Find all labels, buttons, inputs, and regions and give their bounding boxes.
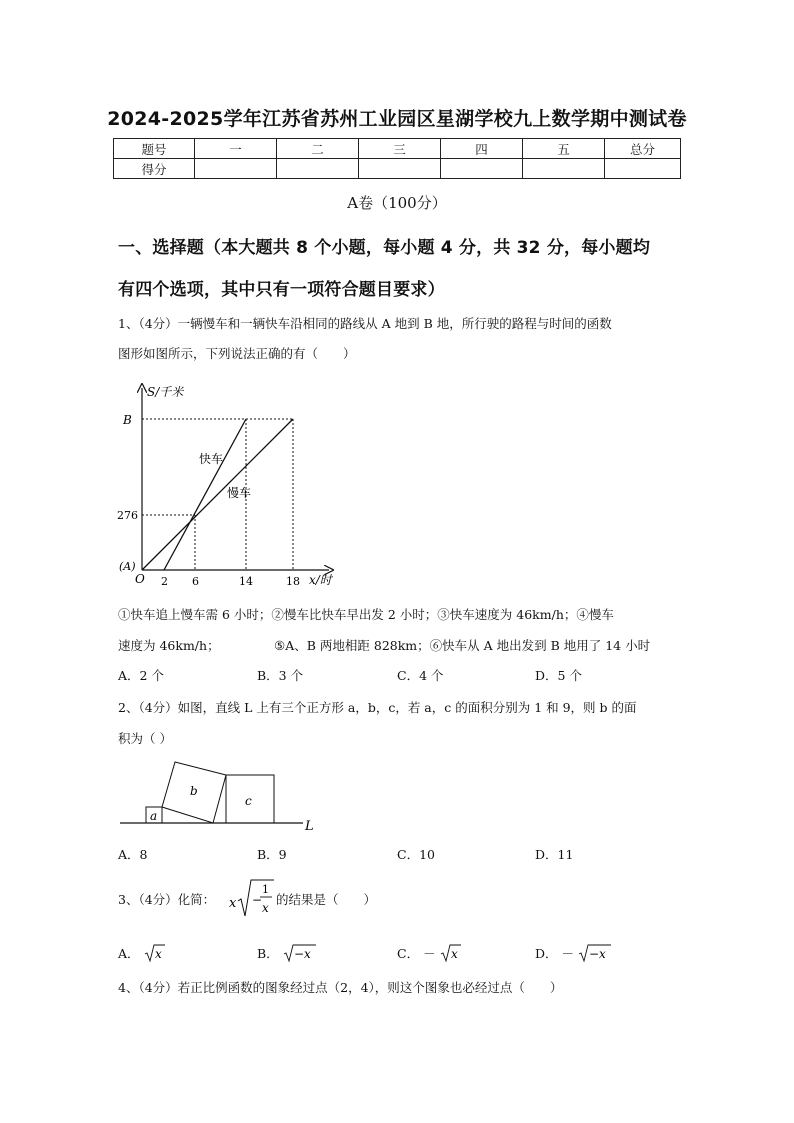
- label-c: c: [245, 794, 252, 808]
- score-header-cell: 二: [277, 139, 359, 159]
- q1-option-a[interactable]: A．2 个: [118, 668, 164, 683]
- score-table: [113, 138, 681, 179]
- score-input-cell: [441, 159, 523, 179]
- score-header-cell: 三: [359, 139, 441, 159]
- svg-text:−x: −x: [589, 947, 606, 961]
- origin-o-label: O: [135, 572, 145, 586]
- expr-numerator: 1: [262, 883, 269, 896]
- option-letter: A．: [118, 946, 140, 961]
- q2-option-c[interactable]: C．10: [397, 847, 435, 862]
- score-header-cell: 五: [523, 139, 605, 159]
- origin-a-label: (A): [119, 560, 136, 573]
- q2-stem-cont: 积为（ ）: [118, 731, 172, 746]
- q2-squares-figure: [115, 755, 325, 835]
- score-header-cell: 题号: [114, 139, 195, 159]
- q3-option-a[interactable]: [118, 943, 166, 963]
- score-input-cell: [195, 159, 277, 179]
- score-header-cell: 一: [195, 139, 277, 159]
- section-a-title: A卷（100分）: [347, 194, 447, 212]
- sqrt-neg-x: [283, 943, 317, 963]
- slow-car-label: 慢车: [227, 486, 252, 500]
- score-row-label: 得分: [114, 159, 195, 179]
- q3-suffix: 的结果是（ ）: [276, 892, 377, 907]
- expr-x: x: [229, 896, 237, 911]
- option-letter: B．: [257, 946, 279, 961]
- q3-expression: [228, 876, 276, 922]
- sqrt-x: [440, 943, 462, 963]
- q1-distance-time-graph: [115, 382, 345, 592]
- part1-heading-cont: 有四个选项，其中只有一项符合题目要求）: [118, 280, 445, 300]
- q1-statements-cont: 速度为 46km/h；: [118, 638, 220, 653]
- sqrt-neg-x: [578, 943, 612, 963]
- svg-text:x: x: [154, 947, 162, 961]
- score-input-cell: [359, 159, 441, 179]
- x-tick-6: 6: [192, 575, 199, 588]
- score-input-cell: [523, 159, 605, 179]
- q2-option-a[interactable]: A．8: [118, 847, 148, 862]
- q3-option-d[interactable]: [535, 943, 612, 963]
- q1-statements-cont-2: ⑤A、B 两地相距 828km；⑥快车从 A 地出发到 B 地用了 14 小时: [274, 638, 651, 653]
- score-header-cell: 四: [441, 139, 523, 159]
- y-label-b: B: [123, 413, 132, 427]
- label-l: L: [305, 819, 314, 834]
- score-table-header-row: [114, 139, 681, 159]
- q1-stem-cont: 图形如图所示，下列说法正确的有（ ）: [118, 346, 356, 361]
- slow-car-line: [142, 419, 293, 570]
- q1-stem: 1、（4分）一辆慢车和一辆快车沿相同的路线从 A 地到 B 地，所行驶的路程与时间的函数: [118, 316, 612, 331]
- label-a: a: [150, 809, 158, 823]
- score-header-cell: 总分: [605, 139, 681, 159]
- x-tick-2: 2: [161, 575, 168, 588]
- score-input-cell: [605, 159, 681, 179]
- expr-denominator: x: [262, 901, 269, 915]
- expr-minus: −: [252, 893, 263, 907]
- part1-heading: 一、选择题（本大题共 8 个小题，每小题 4 分，共 32 分，每小题均: [118, 238, 651, 258]
- score-table-score-row: [114, 159, 681, 179]
- q2-option-d[interactable]: D．11: [535, 847, 574, 862]
- y-axis-label: S/千米: [147, 385, 184, 399]
- q2-option-b[interactable]: B．9: [257, 847, 287, 862]
- option-sign: －: [423, 946, 436, 961]
- q1-option-b[interactable]: B．3 个: [257, 668, 304, 683]
- option-letter: C．: [397, 946, 420, 961]
- x-tick-18: 18: [286, 575, 300, 588]
- y-label-276: 276: [117, 509, 138, 522]
- q1-option-c[interactable]: C．4 个: [397, 668, 444, 683]
- q3-prefix: 3、（4分）化简：: [118, 892, 216, 907]
- x-tick-14: 14: [239, 575, 253, 588]
- q1-option-d[interactable]: D．5 个: [535, 668, 582, 683]
- q3-option-b[interactable]: [257, 943, 317, 963]
- svg-text:−x: −x: [293, 947, 311, 961]
- exam-title: 2024-2025学年江苏省苏州工业园区星湖学校九上数学期中测试卷: [107, 108, 687, 130]
- label-b: b: [190, 784, 198, 798]
- fast-car-label: 快车: [199, 452, 224, 466]
- q2-stem: 2、（4分）如图，直线 L 上有三个正方形 a，b，c，若 a，c 的面积分别为 1 和 9，则 b 的面: [118, 700, 637, 715]
- q4-stem: 4、（4分）若正比例函数的图象经过点（2，4），则这个图象也必经过点（ ）: [118, 980, 563, 995]
- option-sign: －: [561, 946, 575, 961]
- option-letter: D．: [535, 946, 558, 961]
- sqrt-x: [144, 943, 166, 963]
- q1-statements: ①快车追上慢车需 6 小时；②慢车比快车早出发 2 小时；③快车速度为 46km/h；④慢车: [118, 607, 614, 622]
- score-input-cell: [277, 159, 359, 179]
- svg-text:x: x: [450, 947, 458, 961]
- q3-option-c[interactable]: [397, 943, 462, 963]
- x-axis-label: x/时: [309, 573, 332, 587]
